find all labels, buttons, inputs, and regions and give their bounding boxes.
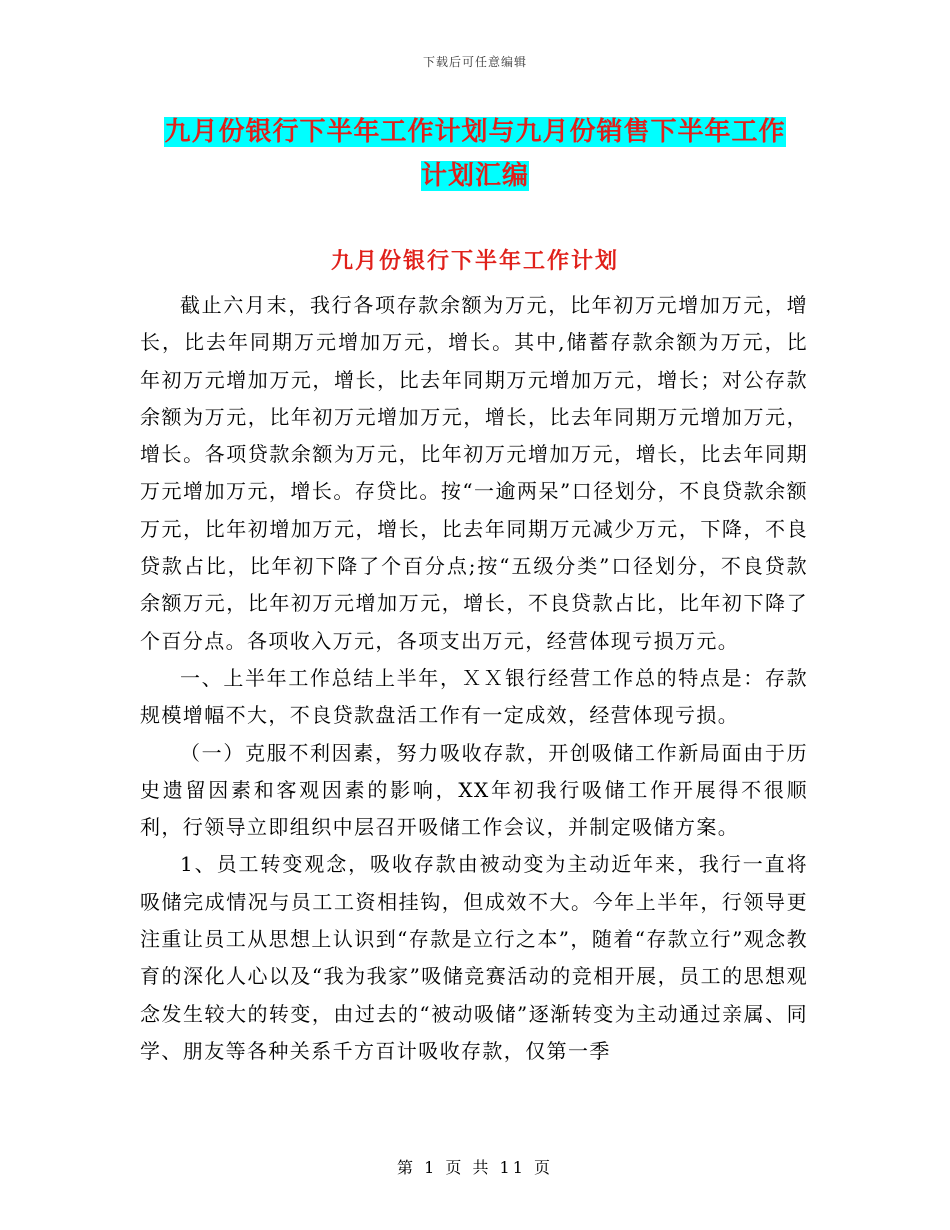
- paragraph: 截止六月末，我行各项存款余额为万元，比年初万元增加万元，增长，比去年同期万元增加万元，增长。其中,储蓄存款余额为万元，比年初万元增加万元，增长，比去年同期万元增加万元，增长；对公存款余额为万元，比年初万元增加万元，增长，比去年同期万元增加万元，增长。各项贷款余额为万元，比年初万元增加万元，增长，比去年同期万元增加万元，增长。存贷比。按“一逾两呆”口径划分，不良贷款余额万元，比年初增加万元，增长，比去年同期万元减少万元，下降，不良贷款占比，比年初下降了个百分点;按“五级分类”口径划分，不良贷款余额万元，比年初万元增加万元，增长，不良贷款占比，比年初下降了个百分点。各项收入万元，各项支出万元，经营体现亏损万元。: [140, 293, 808, 653]
- page-footer: 第 1 页 共 11 页: [397, 1158, 553, 1177]
- paragraph: 1、员工转变观念，吸收存款由被动变为主动近年来，我行一直将吸储完成情况与员工工资相挂钩，但成效不大。今年上半年，行领导更注重让员工从思想上认识到“存款是立行之本”，随着“存款立行”观念教育的深化人心以及“我为我家”吸储竞赛活动的竞相开展，员工的思想观念发生较大的转变，由过去的“被动吸储”逐渐转变为主动通过亲属、同学、朋友等各种关系千方百计吸收存款，仅第一季: [140, 852, 808, 1063]
- paragraph: （一）克服不利因素，努力吸收存款，开创吸储工作新局面由于历史遗留因素和客观因素的影响，XX年初我行吸储工作开展得不很顺利，行领导立即组织中层召开吸储工作会议，并制定吸储方案。: [140, 740, 808, 840]
- header-note: 下载后可任意编辑: [422, 55, 527, 69]
- document-title: [0, 110, 950, 198]
- document-title-line-2: 计划汇编: [420, 161, 529, 191]
- paragraph: 一、上半年工作总结上半年，ＸＸ银行经营工作总的特点是：存款规模增幅不大，不良贷款盘活工作有一定成效，经营体现亏损。: [140, 665, 808, 728]
- section-title: 九月份银行下半年工作计划: [330, 248, 619, 274]
- document-title-line-1: 九月份银行下半年工作计划与九月份销售下半年工作: [164, 117, 786, 147]
- body-text: [140, 287, 808, 1070]
